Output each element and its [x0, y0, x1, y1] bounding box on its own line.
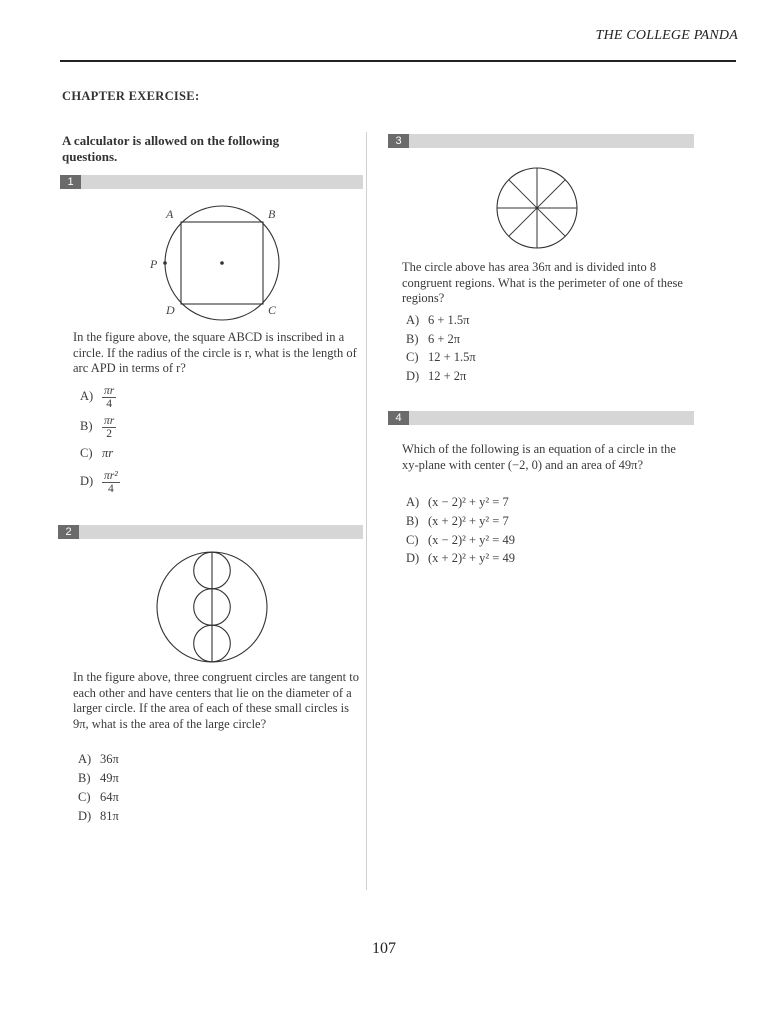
question-3-number: 3: [388, 134, 409, 148]
question-2-bar: [58, 525, 363, 539]
q4-choice-a[interactable]: [406, 495, 509, 510]
q2-choice-c[interactable]: [78, 790, 119, 805]
q2-choice-a-letter: A): [78, 752, 92, 766]
q1-choice-d-numerator: πr²: [104, 470, 118, 482]
question-4-number: 4: [388, 411, 409, 425]
q4-choice-b-letter: B): [406, 514, 419, 528]
q1-choice-d-denominator: 4: [107, 483, 114, 495]
q2-choice-c-letter: C): [78, 790, 91, 804]
question-1-number: 1: [60, 175, 81, 189]
q2-choice-d-letter: D): [78, 809, 92, 823]
question-1-bar: [60, 175, 363, 189]
q1-choice-d-letter: D): [80, 474, 94, 489]
header-rule: [60, 60, 736, 62]
q3-choice-d-letter: D): [406, 369, 420, 383]
q2-choice-d-value: 81π: [100, 809, 119, 823]
q4-choice-c-letter: C): [406, 533, 419, 547]
q4-choice-c[interactable]: [406, 533, 515, 548]
q4-choice-d-value: (x + 2)² + y² = 49: [428, 551, 515, 565]
q1-choice-a[interactable]: [80, 385, 116, 410]
q3-choice-a-letter: A): [406, 313, 420, 327]
q3-choice-b-value: 6 + 2π: [428, 332, 461, 346]
q2-choice-a-value: 36π: [100, 752, 119, 766]
q1-label-b: B: [268, 207, 276, 221]
q1-text: In the figure above, the square ABCD is inscribed in a circle. If the radius of the circle is r, what is the length of arc APD in terms of r?: [73, 330, 357, 375]
q1-choice-b-denominator: 2: [106, 428, 112, 440]
q1-choice-a-denominator: 4: [106, 398, 112, 410]
q3-choice-c[interactable]: [406, 350, 476, 365]
q3-choice-a-value: 6 + 1.5π: [428, 313, 470, 327]
q1-point-p: [163, 261, 167, 265]
q3-choice-c-letter: C): [406, 350, 419, 364]
intro-text: A calculator is allowed on the following questions.: [62, 133, 280, 164]
q3-figure: [495, 166, 579, 250]
q2-choice-b[interactable]: [78, 771, 119, 786]
q3-choice-b[interactable]: [406, 332, 460, 347]
q2-text: In the figure above, three congruent circles are tangent to each other and have centers that lie on the diameter of a larger circle. If the area of each of these small circles is 9π, what is the area of the large circle?: [73, 670, 359, 731]
q1-choice-b-numerator: πr: [104, 415, 115, 427]
q3-choice-c-value: 12 + 1.5π: [428, 350, 476, 364]
q3-choice-a[interactable]: [406, 313, 470, 328]
q1-choice-c-letter: C): [80, 446, 93, 460]
q4-choice-a-letter: A): [406, 495, 420, 509]
q4-choice-d[interactable]: [406, 551, 515, 566]
page-number: 107: [372, 940, 396, 957]
q2-choice-b-value: 49π: [100, 771, 119, 785]
q2-choice-b-letter: B): [78, 771, 91, 785]
q1-choice-d[interactable]: [80, 470, 120, 495]
q4-choice-d-letter: D): [406, 551, 420, 565]
q1-choice-b-letter: B): [80, 419, 93, 434]
q2-choice-d[interactable]: [78, 809, 119, 824]
q1-choice-a-letter: A): [80, 389, 94, 404]
q1-choice-a-fraction: [102, 385, 116, 410]
q1-label-a: A: [166, 207, 174, 221]
q1-label-c: C: [268, 303, 277, 317]
q1-choice-b-fraction: [102, 415, 116, 440]
q4-choice-b[interactable]: [406, 514, 509, 529]
question-4-bar: [388, 411, 694, 425]
q1-choice-c[interactable]: [80, 446, 113, 461]
q1-choice-b[interactable]: [80, 415, 116, 440]
q3-text: The circle above has area 36π and is divided into 8 congruent regions. What is the perimeter of one of these regions?: [402, 260, 683, 305]
q4-choice-a-value: (x − 2)² + y² = 7: [428, 495, 509, 509]
q3-choice-d[interactable]: [406, 369, 466, 384]
question-3-bar: [388, 134, 694, 148]
question-2-number: 2: [58, 525, 79, 539]
q2-choice-a[interactable]: [78, 752, 119, 767]
q4-text: Which of the following is an equation of a circle in the xy-plane with center (−2, 0) and an area of 49π?: [402, 442, 676, 472]
q1-choice-a-numerator: πr: [104, 385, 115, 397]
column-divider: [366, 132, 367, 890]
q1-choice-c-value: πr: [102, 446, 114, 460]
q3-choice-b-letter: B): [406, 332, 419, 346]
q4-choice-b-value: (x + 2)² + y² = 7: [428, 514, 509, 528]
q3-choice-d-value: 12 + 2π: [428, 369, 467, 383]
q2-figure: [155, 550, 269, 664]
q1-center-point: [220, 261, 224, 265]
chapter-heading: CHAPTER EXERCISE:: [62, 89, 200, 103]
q1-label-p: P: [150, 257, 158, 271]
q4-choice-c-value: (x − 2)² + y² = 49: [428, 533, 515, 547]
running-header: THE COLLEGE PANDA: [595, 28, 738, 43]
q2-choice-c-value: 64π: [100, 790, 119, 804]
q1-choice-d-fraction: [102, 470, 120, 495]
q1-label-d: D: [166, 303, 175, 317]
